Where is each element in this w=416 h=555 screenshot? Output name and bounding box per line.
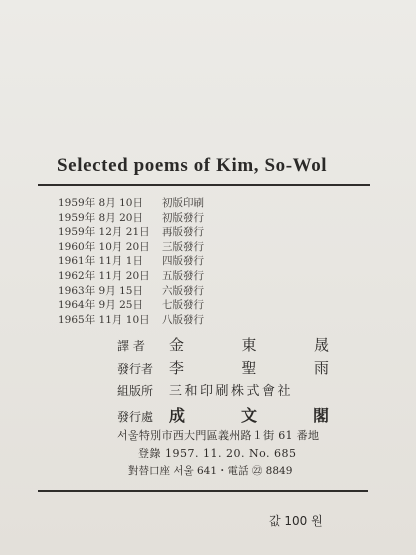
- price-label: 값 100 원: [269, 514, 323, 528]
- publisher-name-char: 聖: [241, 359, 257, 377]
- history-date: 1965年 11月 10日: [58, 313, 150, 326]
- publisher-name: [169, 357, 329, 378]
- top-rule: [38, 184, 370, 186]
- translator-row: [117, 334, 329, 357]
- printer-role: 組版所: [117, 384, 154, 398]
- history-date: 1959年 12月 21日: [58, 226, 150, 239]
- contact-line: 對替口座 서울 641・電話 ㉒ 8849: [128, 465, 293, 477]
- credits-block: [117, 334, 329, 426]
- publisher-role: 發行者: [117, 362, 154, 376]
- office-name-char: 文: [240, 406, 257, 425]
- address-line: 서울特別市西大門區義州路１街 61 番地: [117, 429, 320, 442]
- history-date: 1964年 9月 25日: [58, 299, 143, 312]
- office-name-char: 成: [169, 406, 186, 425]
- history-date: 1961年 11月 1日: [58, 255, 143, 268]
- history-date: 1960年 10月 20日: [58, 240, 150, 253]
- history-row: [58, 269, 222, 284]
- translator-name: [169, 334, 329, 355]
- history-date: 1963年 9月 15日: [58, 284, 143, 297]
- office-name: [169, 403, 329, 426]
- history-note: 初版印刷: [162, 197, 204, 209]
- history-row: [58, 298, 222, 313]
- history-row: [58, 240, 222, 255]
- printer-row: [117, 380, 329, 403]
- translator-name-char: 東: [241, 336, 257, 354]
- history-note: 三版發行: [162, 240, 204, 253]
- history-row: [58, 254, 222, 269]
- edition-history: [58, 196, 222, 327]
- translator-name-char: 晟: [313, 336, 329, 354]
- history-date: 1962年 11月 20日: [58, 269, 150, 282]
- history-row: [58, 313, 222, 328]
- history-note: 五版發行: [162, 269, 204, 282]
- history-date: 1959年 8月 10日: [58, 197, 143, 209]
- office-row: [117, 403, 329, 426]
- history-note: 六版發行: [162, 284, 204, 297]
- printer-name: 三和印刷株式會社: [169, 384, 294, 399]
- publisher-name-char: 李: [169, 359, 185, 377]
- history-row: [58, 196, 222, 211]
- history-note: 再版發行: [162, 226, 204, 239]
- registration-line: 登錄 1957. 11. 20. No. 685: [138, 447, 297, 460]
- translator-name-char: 金: [169, 336, 185, 354]
- history-row: [58, 225, 222, 240]
- publisher-name-char: 雨: [313, 359, 329, 377]
- office-role: 發行處: [117, 410, 154, 424]
- bottom-rule: [38, 490, 368, 492]
- history-row: [58, 211, 222, 226]
- office-name-char: 閣: [312, 406, 329, 425]
- book-title: Selected poems of Kim, So-Wol: [57, 155, 328, 176]
- history-note: 四版發行: [162, 255, 204, 268]
- history-note: 七版發行: [162, 299, 204, 312]
- history-row: [58, 284, 222, 299]
- history-date: 1959年 8月 20日: [58, 211, 143, 224]
- translator-role: 譯 者: [117, 339, 145, 353]
- history-note: 八版發行: [162, 313, 204, 326]
- publisher-row: [117, 357, 329, 380]
- history-note: 初版發行: [162, 211, 204, 224]
